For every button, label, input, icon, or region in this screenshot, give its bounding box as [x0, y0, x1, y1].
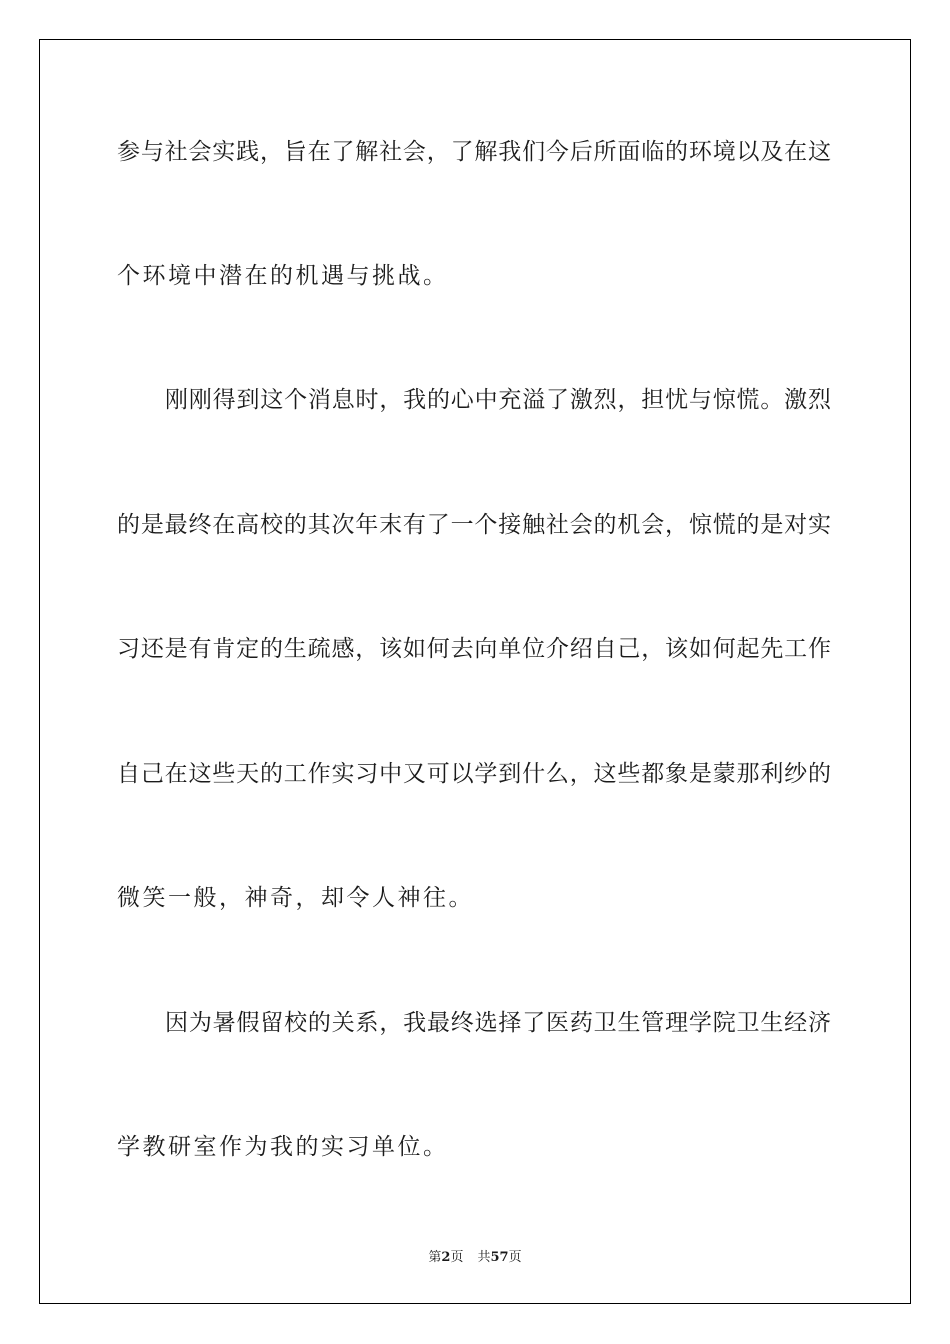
paragraph-line: 刚刚得到这个消息时，我的心中充溢了激烈，担忧与惊慌。激烈 [165, 387, 831, 413]
paragraph-line: 参与社会实践，旨在了解社会，了解我们今后所面临的环境以及在这 [117, 139, 831, 165]
paragraph-line: 习还是有肯定的生疏感，该如何去向单位介绍自己，该如何起先工作 [117, 636, 831, 662]
paragraph-line: 因为暑假留校的关系，我最终选择了医药卫生管理学院卫生经济 [165, 1010, 831, 1036]
paragraph-line: 自己在这些天的工作实习中又可以学到什么，这些都象是蒙那利纱的 [117, 761, 831, 787]
page-suffix: 页 [450, 1250, 464, 1265]
total-suffix: 页 [508, 1250, 522, 1265]
total-pages: 57 [490, 1250, 509, 1265]
page-number: 2 [441, 1250, 451, 1265]
page-footer [0, 1246, 950, 1265]
page-border [39, 39, 911, 1304]
page-prefix: 第 [428, 1250, 442, 1265]
paragraph-line: 学教研室作为我的实习单位。 [117, 1134, 449, 1160]
paragraph-line: 微笑一般，神奇，却令人神往。 [117, 885, 474, 911]
paragraph-line: 个环境中潜在的机遇与挑战。 [117, 263, 449, 289]
paragraph-line: 的是最终在高校的其次年末有了一个接触社会的机会，惊慌的是对实 [117, 512, 831, 538]
total-prefix: 共 [477, 1250, 491, 1265]
